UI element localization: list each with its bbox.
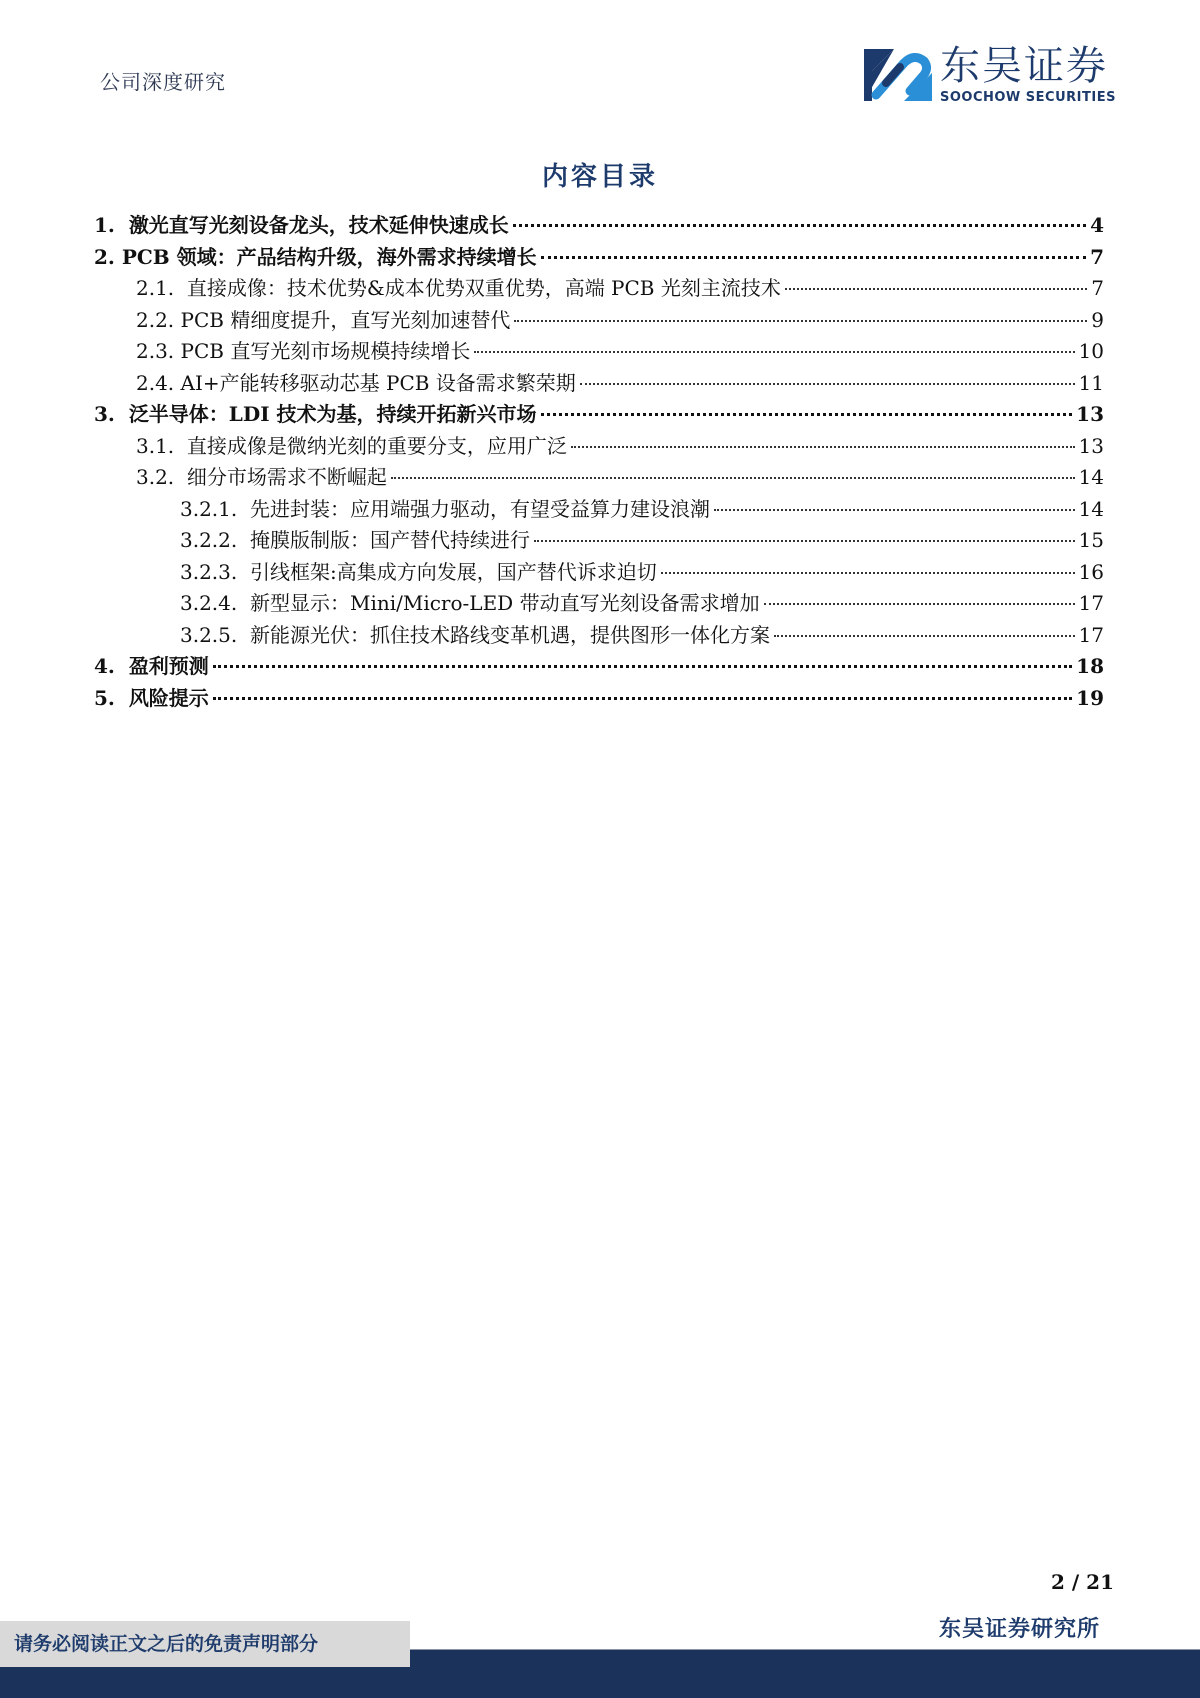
dot-leader xyxy=(571,446,1075,448)
footer-organization: 东吴证券研究所 xyxy=(938,1616,1100,1642)
toc-entry-text: PCB 精细度提升，直写光刻加速替代 xyxy=(180,307,511,332)
toc-entry[interactable]: 2.3. PCB 直写光刻市场规模持续增长 10 xyxy=(94,336,1104,368)
dot-leader xyxy=(714,509,1075,511)
toc-entry-text: 直接成像：技术优势&成本优势双重优势，高端 PCB 光刻主流技术 xyxy=(186,276,781,300)
toc-entry[interactable]: 3.2.3. 引线框架:高集成方向发展，国产替代诉求迫切 16 xyxy=(94,557,1104,589)
toc-entry[interactable]: 3.2.2. 掩膜版制版：国产替代持续进行 15 xyxy=(94,525,1104,557)
dot-leader xyxy=(391,477,1075,479)
toc-page-number: 13 xyxy=(1076,402,1104,426)
dot-leader xyxy=(541,256,1086,259)
toc-page-number: 7 xyxy=(1091,276,1104,300)
dot-leader xyxy=(580,383,1075,385)
toc-entry-text: 新能源光伏：抓住技术路线变革机遇，提供图形一体化方案 xyxy=(249,622,770,647)
toc-entry-text: 细分市场需求不断崛起 xyxy=(186,465,387,489)
toc-entry-text: 盈利预测 xyxy=(128,654,209,678)
toc-entry-text: 先进封装：应用端强力驱动，有望受益算力建设浪潮 xyxy=(249,496,710,521)
dot-leader xyxy=(764,603,1075,605)
toc-title: 内容目录 xyxy=(541,162,658,192)
toc-page-number: 10 xyxy=(1078,339,1104,363)
toc-entry[interactable]: 3.2.1. 先进封装：应用端强力驱动，有望受益算力建设浪潮 14 xyxy=(94,494,1104,526)
toc-entry[interactable]: 3.2.5. 新能源光伏：抓住技术路线变革机遇，提供图形一体化方案 17 xyxy=(94,620,1104,652)
toc-entry-text: 激光直写光刻设备龙头，技术延伸快速成长 xyxy=(128,213,509,237)
logo-chinese-name: 东吴证券 xyxy=(940,43,1108,89)
toc-page-number: 14 xyxy=(1078,465,1104,489)
toc-entry[interactable]: 2.1. 直接成像：技术优势&成本优势双重优势，高端 PCB 光刻主流技术 7 xyxy=(94,273,1104,305)
toc-page-number: 7 xyxy=(1090,244,1104,269)
toc-entry-text: 风险提示 xyxy=(128,685,209,710)
toc-page-number: 17 xyxy=(1078,622,1104,647)
toc-entry[interactable]: 2.2. PCB 精细度提升，直写光刻加速替代 9 xyxy=(94,305,1104,337)
soochow-logo-icon xyxy=(864,45,932,105)
toc-page-number: 9 xyxy=(1091,307,1104,332)
toc-entry-text: PCB 领域：产品结构升级，海外需求持续增长 xyxy=(121,244,537,269)
toc-entry-text: AI+产能转移驱动芯基 PCB 设备需求繁荣期 xyxy=(180,370,576,395)
toc-entry[interactable]: 3. 泛半导体：LDI 技术为基，持续开拓新兴市场 13 xyxy=(94,399,1104,431)
disclaimer-notice: 请务必阅读正文之后的免责声明部分 xyxy=(0,1621,410,1667)
toc-entry[interactable]: 5. 风险提示 19 xyxy=(94,683,1104,715)
dot-leader xyxy=(213,665,1072,668)
dot-leader xyxy=(774,635,1075,637)
dot-leader xyxy=(513,224,1086,227)
toc-page-number: 16 xyxy=(1078,559,1104,584)
dot-leader xyxy=(213,697,1072,700)
toc-page-number: 11 xyxy=(1078,370,1104,395)
dot-leader xyxy=(514,320,1087,322)
toc-entry[interactable]: 3.2. 细分市场需求不断崛起 14 xyxy=(94,462,1104,494)
toc-entry-text: 直接成像是微纳光刻的重要分支，应用广泛 xyxy=(186,433,567,458)
toc-page-number: 19 xyxy=(1076,685,1104,710)
toc-entry[interactable]: 1. 激光直写光刻设备龙头，技术延伸快速成长 4 xyxy=(94,210,1104,242)
toc-entry[interactable]: 3.1. 直接成像是微纳光刻的重要分支，应用广泛 13 xyxy=(94,431,1104,463)
toc-page-number: 18 xyxy=(1076,654,1104,678)
dot-leader xyxy=(661,572,1075,574)
report-type-label: 公司深度研究 xyxy=(100,70,226,94)
toc-entry[interactable]: 2. PCB 领域：产品结构升级，海外需求持续增长 7 xyxy=(94,242,1104,274)
toc-entry-text: 新型显示：Mini/Micro-LED 带动直写光刻设备需求增加 xyxy=(249,591,760,615)
toc-entry[interactable]: 4. 盈利预测 18 xyxy=(94,651,1104,683)
toc-entry-text: PCB 直写光刻市场规模持续增长 xyxy=(180,339,471,363)
toc-page-number: 17 xyxy=(1078,591,1104,615)
table-of-contents xyxy=(94,210,1104,714)
company-logo xyxy=(864,44,1116,105)
page-indicator: 2 / 21 xyxy=(1051,1570,1114,1594)
toc-entry[interactable]: 2.4. AI+产能转移驱动芯基 PCB 设备需求繁荣期 11 xyxy=(94,368,1104,400)
dot-leader xyxy=(534,540,1075,542)
toc-page-number: 15 xyxy=(1078,528,1104,552)
dot-leader xyxy=(474,351,1074,353)
toc-entry[interactable]: 3.2.4. 新型显示：Mini/Micro-LED 带动直写光刻设备需求增加 17 xyxy=(94,588,1104,620)
toc-entry-text: 引线框架:高集成方向发展，国产替代诉求迫切 xyxy=(249,559,657,584)
logo-english-name: SOOCHOW SECURITIES xyxy=(940,90,1116,105)
dot-leader xyxy=(541,413,1073,416)
dot-leader xyxy=(785,288,1087,290)
toc-entry-text: 掩膜版制版：国产替代持续进行 xyxy=(249,528,530,552)
toc-page-number: 13 xyxy=(1078,433,1104,458)
toc-page-number: 14 xyxy=(1078,496,1104,521)
toc-page-number: 4 xyxy=(1090,213,1104,237)
toc-entry-text: 泛半导体：LDI 技术为基，持续开拓新兴市场 xyxy=(128,402,537,426)
